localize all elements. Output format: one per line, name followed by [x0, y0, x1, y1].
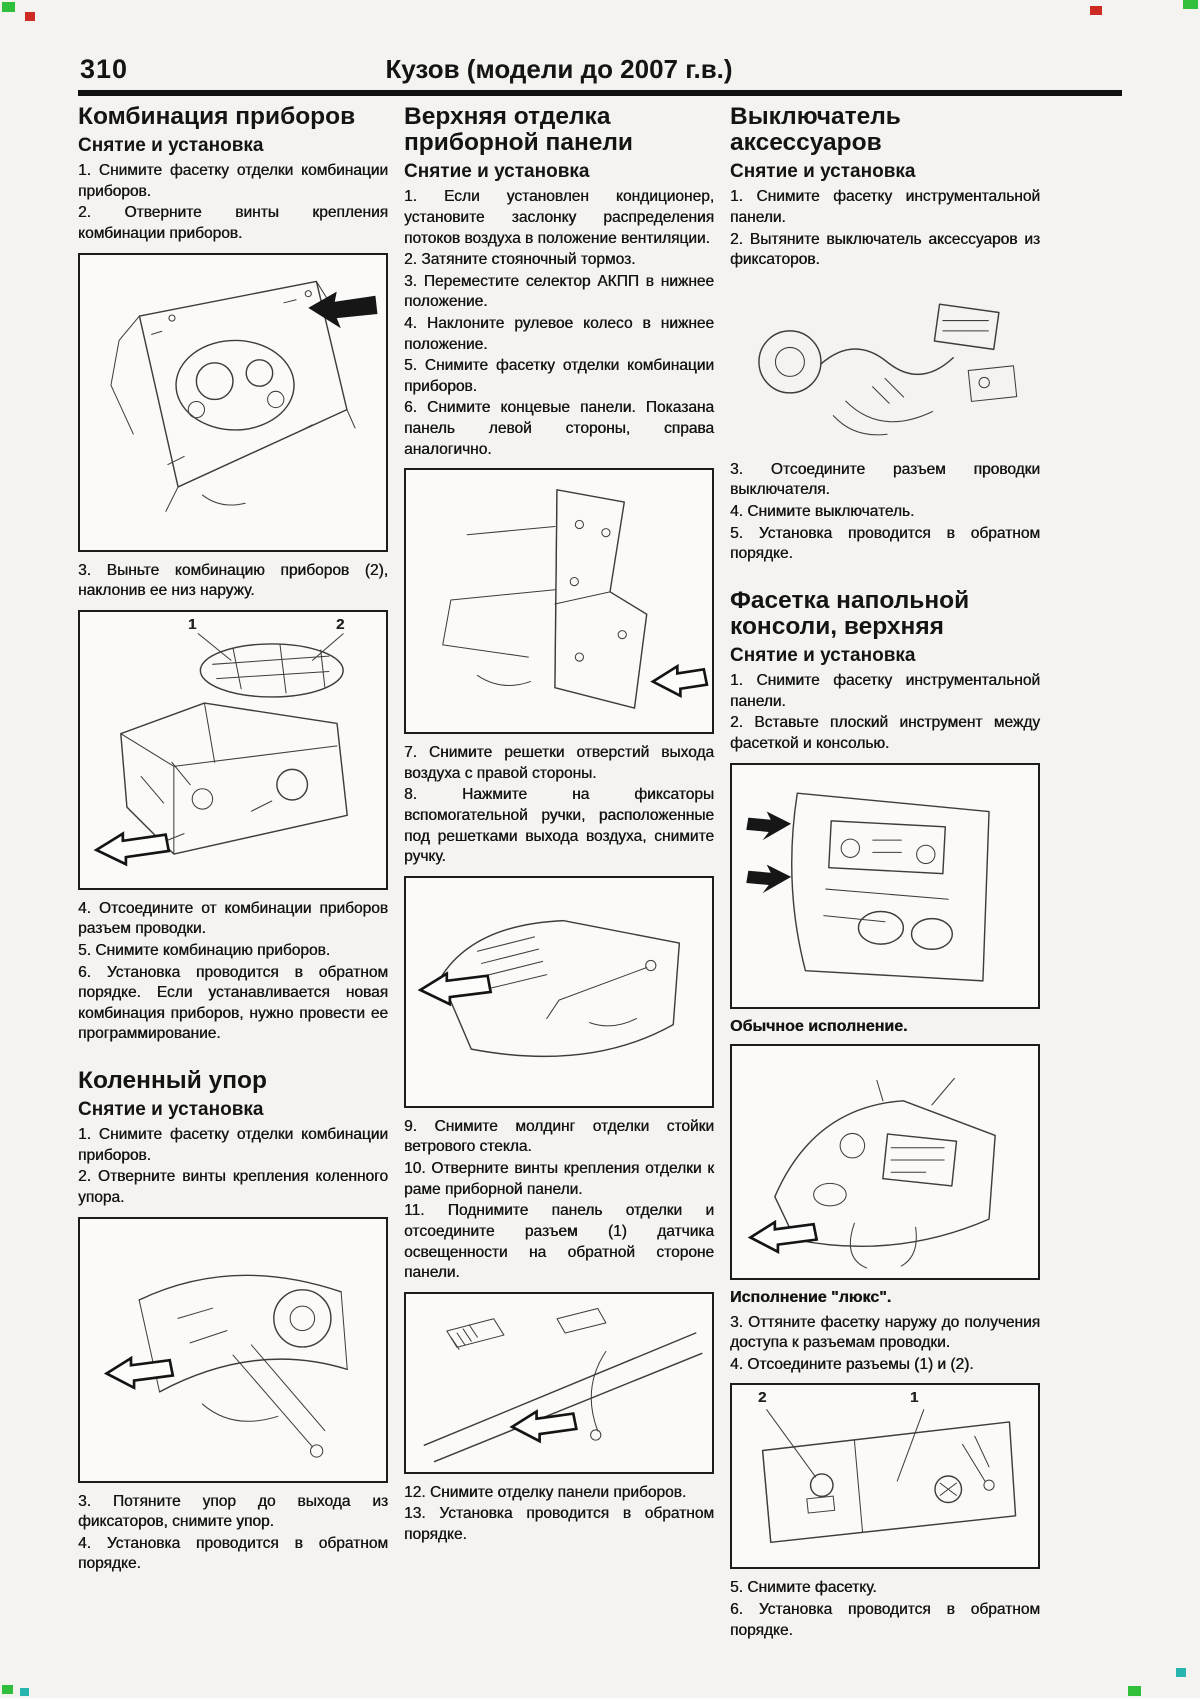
step-text: 3. Оттяните фасетку наружу до получения доступа к разъемам проводки. [730, 1313, 1040, 1352]
column-3 [730, 102, 1040, 1642]
page-header [78, 52, 1040, 88]
step-text: 1. Снимите фасетку инструментальной панели. [730, 188, 1040, 226]
scan-artifact [1128, 1686, 1141, 1696]
step-text: 3. Переместите селектор АКПП в нижнее положение. [404, 272, 714, 311]
step-text: 6. Установка проводится в обратном порядке. [730, 1600, 1040, 1639]
step-text: 5. Снимите комбинацию приборов. [78, 941, 331, 959]
step-text: 4. Наклоните рулевое колесо в нижнее положение. [404, 314, 714, 353]
step-text: 2. Вставьте плоский инструмент между фасеткой и консолью. [730, 714, 1040, 752]
figure-instrument-cluster-disconnect [78, 610, 388, 890]
figure-end-panel-removal [404, 468, 714, 734]
step-text: 7. Снимите решетки отверстий выхода воздуха с правой стороны. [404, 744, 714, 782]
step-text: 3. Отсоедините разъем проводки выключателя. [730, 460, 1040, 499]
step-text: 4. Снимите выключатель. [730, 502, 915, 520]
step-text: 5. Снимите фасетку. [730, 1579, 877, 1597]
figure-knee-bolster-removal [78, 1217, 388, 1483]
page-number: 310 [80, 54, 129, 84]
step-text: 9. Снимите молдинг отделки стойки ветрового стекла. [404, 1117, 714, 1156]
figure-caption-lux: Исполнение "люкс". [730, 1288, 892, 1306]
figure-accessory-switch [730, 279, 1040, 451]
step-text: 2. Затяните стояночный тормоз. [404, 251, 636, 269]
scan-artifact [25, 12, 35, 21]
figure-pillar-molding-removal [404, 1292, 714, 1474]
step-text: 1. Снимите фасетку отделки комбинации приборов. [78, 1126, 388, 1164]
step-text: 3. Потяните упор до выхода из фиксаторов, снимите упор. [78, 1492, 388, 1531]
figure-assist-handle-vents [404, 876, 714, 1108]
step-text: 1. Снимите фасетку отделки комбинации приборов. [78, 162, 388, 200]
subsection-removal-installation: Снятие и установка [78, 1099, 264, 1121]
step-text: 11. Поднимите панель отделки и отсоедините разъем (1) датчика освещенности на обратной стороне панели. [404, 1202, 714, 1282]
scan-artifact [1176, 1668, 1186, 1677]
section-title-accessory-switch: Выключатель аксессуаров [730, 103, 901, 157]
step-text: 13. Установка проводится в обратном порядке. [404, 1505, 714, 1543]
callout-label: 1 [910, 1389, 919, 1407]
chapter-title: Кузов (модели до 2007 г.в.) [385, 54, 733, 84]
callout-label: 2 [758, 1389, 767, 1407]
step-text: 2. Вытяните выключатель аксессуаров из фиксаторов. [730, 230, 1040, 269]
column-2 [404, 102, 714, 1642]
step-text: 2. Отверните винты крепления комбинации приборов. [78, 204, 388, 242]
header-rule [78, 90, 1122, 96]
step-text: 2. Отверните винты крепления коленного упора. [78, 1168, 388, 1206]
figure-facet-connectors [730, 1383, 1040, 1569]
callout-label: 2 [336, 615, 345, 633]
callout-label: 1 [188, 615, 197, 633]
subsection-removal-installation: Снятие и установка [730, 645, 916, 667]
subsection-removal-installation: Снятие и установка [404, 161, 590, 183]
scan-artifact [2, 2, 15, 12]
scan-artifact [20, 1688, 29, 1696]
step-text: 1. Если установлен кондиционер, установите заслонку распределения потоков воздуха в положение вентиляции. [404, 188, 714, 247]
scan-artifact [1183, 0, 1198, 9]
section-title-instrument-cluster: Комбинация приборов [78, 103, 356, 130]
subsection-removal-installation: Снятие и установка [78, 135, 264, 157]
step-text: 4. Отсоедините от комбинации приборов разъем проводки. [78, 899, 388, 938]
scan-artifact [2, 1685, 13, 1694]
step-text: 3. Выньте комбинацию приборов (2), наклонив ее низ наружу. [78, 561, 388, 600]
step-text: 4. Отсоедините разъемы (1) и (2). [730, 1355, 974, 1373]
section-title-dash-upper-trim: Верхняя отделка приборной панели [404, 103, 633, 157]
section-title-knee-bolster: Коленный упор [78, 1067, 267, 1095]
subsection-removal-installation: Снятие и установка [730, 161, 916, 183]
scan-artifact [1090, 6, 1102, 15]
step-text: 10. Отверните винты крепления отделки к раме приборной панели. [404, 1160, 714, 1198]
step-text: 5. Установка проводится в обратном порядке. [730, 524, 1040, 563]
step-text: 4. Установка проводится в обратном порядке. [78, 1534, 388, 1573]
step-text: 6. Установка проводится в обратном порядке. Если устанавливается новая комбинация приборов, нужно провести ее программирование. [78, 963, 388, 1043]
step-text: 6. Снимите концевые панели. Показана панель левой стороны, справа аналогично. [404, 399, 714, 458]
column-1 [78, 102, 388, 1642]
section-title-console-facet: Фасетка напольной консоли, верхняя [730, 586, 970, 640]
figure-instrument-cluster-removal [78, 253, 388, 552]
step-text: 5. Снимите фасетку отделки комбинации приборов. [404, 357, 714, 395]
figure-caption-standard: Обычное исполнение. [730, 1017, 908, 1035]
step-text: 12. Снимите отделку панели приборов. [404, 1483, 687, 1501]
step-text: 8. Нажмите на фиксаторы вспомогательной ручки, расположенные под решетками выхода воздуха, снимите ручку. [404, 786, 714, 866]
step-text: 1. Снимите фасетку инструментальной панели. [730, 672, 1040, 710]
figure-console-facet-lux [730, 1044, 1040, 1280]
content-columns [78, 102, 1040, 1642]
figure-console-facet-standard [730, 763, 1040, 1009]
